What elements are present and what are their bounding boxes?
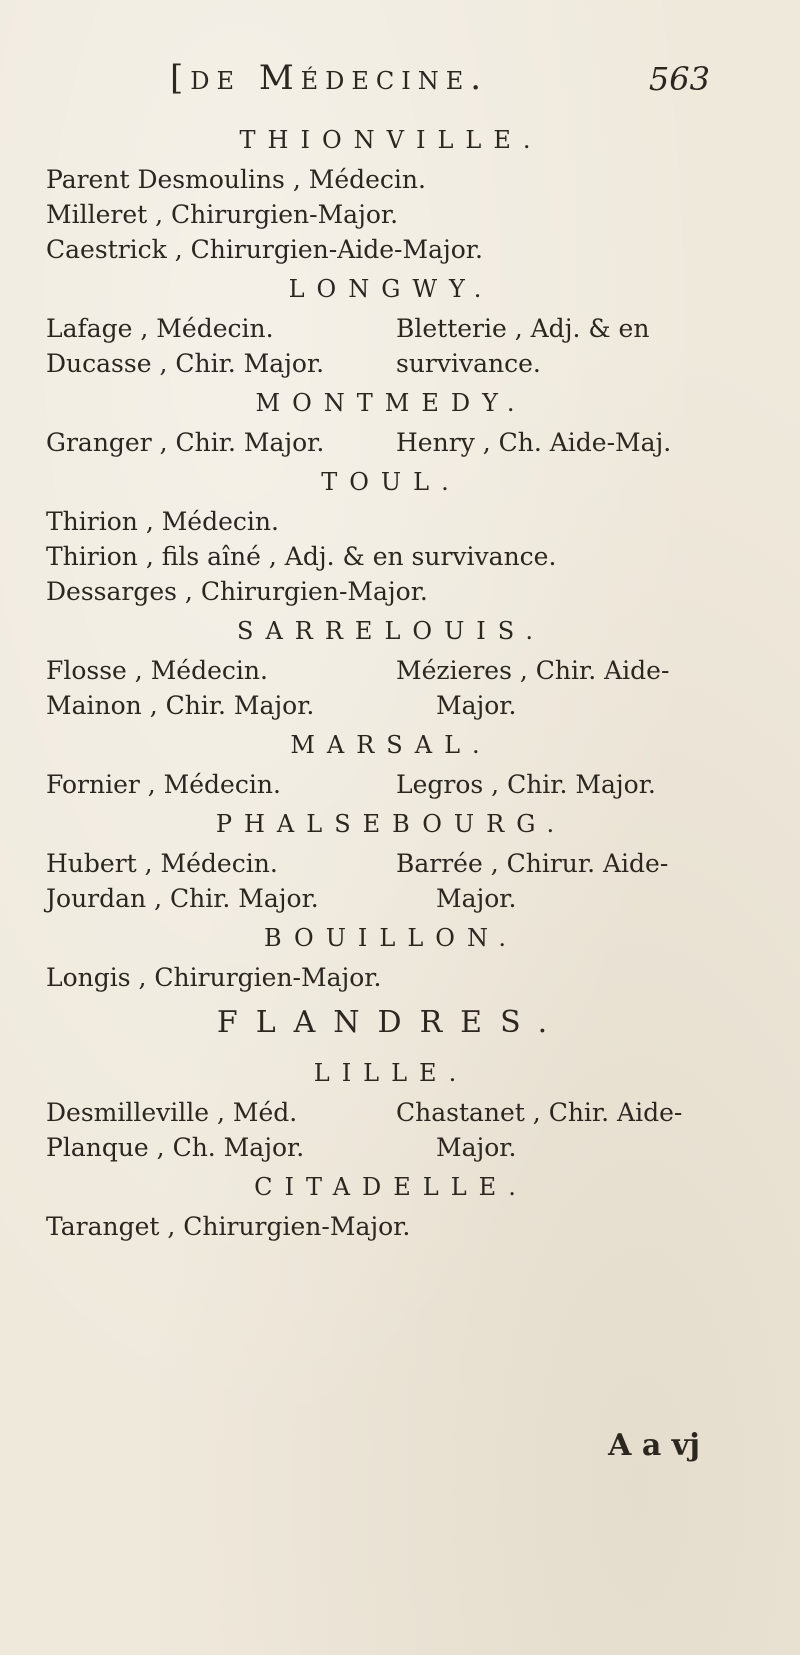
two-column-entries (46, 846, 736, 916)
section-marsal (46, 723, 736, 802)
entry-line: Mézieres , Chir. Aide- (396, 656, 670, 685)
two-column-entries (46, 1095, 736, 1165)
left-column (46, 1095, 396, 1165)
entry-line: Ducasse , Chir. Major. (46, 349, 325, 378)
section-citadelle (46, 1165, 736, 1244)
page-content (46, 118, 736, 1244)
entry-line: Jourdan , Chir. Major. (46, 884, 319, 913)
left-column (46, 425, 396, 460)
entry-line: Desmilleville , Méd. (46, 1098, 298, 1127)
section-bouillon (46, 916, 736, 995)
right-column (396, 311, 736, 381)
right-column (396, 846, 736, 916)
section-lille (46, 1051, 736, 1165)
section-heading: LILLE. (313, 1059, 469, 1087)
province-heading: FLANDRES. (216, 1005, 566, 1040)
two-column-entries (46, 653, 736, 723)
section-heading: MARSAL. (290, 731, 492, 759)
section-toul (46, 460, 736, 609)
section-longwy (46, 267, 736, 381)
section-heading: THIONVILLE. (239, 126, 543, 154)
entry-line: Major. (436, 691, 517, 720)
section-heading: TOUL. (321, 468, 461, 496)
entry-line: Major. (436, 1133, 517, 1162)
two-column-entries (46, 425, 736, 460)
entry-line: Thirion , fils aîné , Adj. & en survivance. (46, 542, 557, 571)
section-thionville (46, 118, 736, 267)
right-column (396, 1095, 736, 1165)
entry-line: Bletterie , Adj. & en (396, 314, 650, 343)
section-montmedy (46, 381, 736, 460)
entry-line: Caestrick , Chirurgien-Aide-Major. (46, 235, 483, 264)
two-column-entries (46, 311, 736, 381)
right-column (396, 767, 736, 802)
left-column (46, 846, 396, 916)
section-heading: PHALSEBOURG. (215, 810, 567, 838)
right-column (396, 425, 736, 460)
entry-line: Dessarges , Chirurgien-Major. (46, 577, 428, 606)
section-heading: MONTMEDY. (255, 389, 527, 417)
entry-line: Legros , Chir. Major. (396, 770, 656, 799)
signature-mark: A a vj (608, 1428, 700, 1463)
entry-line: Mainon , Chir. Major. (46, 691, 315, 720)
right-column (396, 653, 736, 723)
running-head: [de Médecine. (170, 58, 489, 98)
section-phalsebourg (46, 802, 736, 916)
entry-line: Taranget , Chirurgien-Major. (46, 1212, 411, 1241)
page-number: 563 (648, 60, 710, 98)
entry-line: Flosse , Médecin. (46, 656, 268, 685)
entry-line: Barrée , Chirur. Aide- (396, 849, 669, 878)
left-column (46, 311, 396, 381)
section-flandres (46, 995, 736, 1051)
page-header (170, 58, 730, 108)
section-heading: SARRELOUIS. (237, 617, 545, 645)
entry-line: Parent Desmoulins , Médecin. (46, 165, 426, 194)
entry-line: Major. (436, 884, 517, 913)
section-heading: LONGWY. (288, 275, 494, 303)
entry-line: Hubert , Médecin. (46, 849, 278, 878)
section-heading: BOUILLON. (263, 924, 519, 952)
entry-line: survivance. (396, 349, 541, 378)
left-column (46, 767, 396, 802)
entry-line: Chastanet , Chir. Aide- (396, 1098, 683, 1127)
entry-line: Henry , Ch. Aide-Maj. (396, 428, 672, 457)
entry-line: Longis , Chirurgien-Major. (46, 963, 382, 992)
entry-line: Granger , Chir. Major. (46, 428, 325, 457)
left-column (46, 653, 396, 723)
entry-line: Lafage , Médecin. (46, 314, 274, 343)
section-heading: CITADELLE. (254, 1173, 528, 1201)
entry-line: Fornier , Médecin. (46, 770, 281, 799)
entry-line: Thirion , Médecin. (46, 507, 279, 536)
section-sarrelouis (46, 609, 736, 723)
entry-line: Planque , Ch. Major. (46, 1133, 305, 1162)
entry-line: Milleret , Chirurgien-Major. (46, 200, 399, 229)
two-column-entries (46, 767, 736, 802)
